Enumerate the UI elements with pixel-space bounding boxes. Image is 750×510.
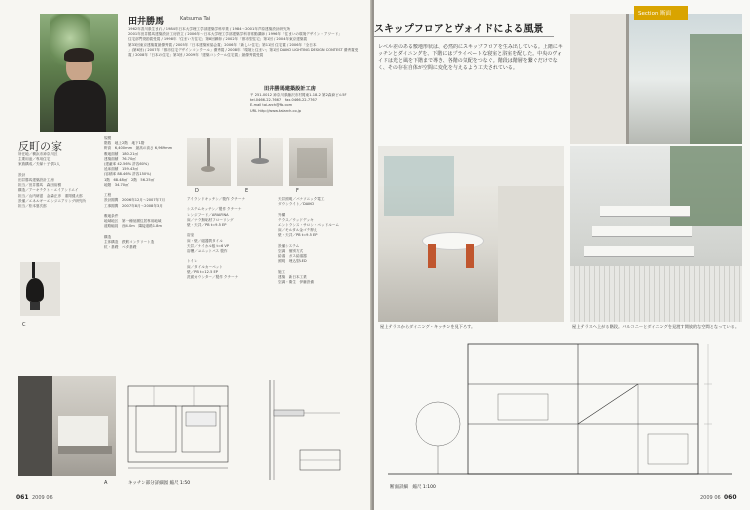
article-title: スキップフロアとヴォイドによる風景 (374, 24, 544, 35)
photo-fireplace (20, 262, 60, 316)
header-tag (634, 6, 688, 20)
section-label: 断面詳細 縮尺 1:100 (390, 485, 436, 490)
project-meta: 所在地／横浜市神奈川区 主要用途／専用住宅 家族構成／夫婦＋子供1人 設計 田井勝馬建築設計工房 担当／田井勝馬 森田裕樹 構造／アーキテクト・エイアンドエイ 担当／山内研滋 金森正彦 重岡健太郎 設備／エネルギーエンジニアリング研究所 担当／松本夏次郎 (18, 152, 86, 209)
caption-dining: 屋上テラスからダイニング・キッチンを見下ろす。 (380, 324, 476, 329)
spec-column-3: 天井照明／パナソニック電工 ダウンライト／DAIKO 外構 テラス／ウッドデッキ エントランス・サロン・ベッドルーム 床／モルタル金ゴテ押え 壁・天井／PB t=9.5 EP 設備システム 空調 個別方式 給湯 ガス給湯器 照明 埋込型LED 施工 建築 新日本工業 空調・衛生 伊藤設備 (278, 197, 339, 285)
caption-staircase: 屋上テラスへ上がる階段。バルコニーとダイニングを見渡す開放的な空間となっている。 (572, 324, 740, 329)
office-name: 田井勝馬建築設計工房 (264, 86, 316, 92)
wall-detail-drawing (240, 380, 350, 484)
architect-portrait (40, 14, 118, 132)
project-title: 反町の家 (18, 140, 62, 153)
photo-void-top (570, 14, 742, 144)
office-info: 〒 251-0012 神奈川県藤沢市村岡東1-18-2 第2森商ビル5F tel.0466-22-7667 fax.0466-22-7767 E-mail tai-arch@fb.com URL http://www.taiarch.co.jp (250, 93, 347, 113)
right-page-number: 060 (724, 494, 737, 501)
photo-d (187, 138, 231, 186)
left-page-issue: 2009 06 (32, 495, 53, 501)
photo-c-label: C (22, 322, 26, 328)
header-tag-label: Section 断面 (638, 11, 672, 17)
article-body: レベル差のある敷地形状は、必然的にスキップフロアを生み出している。上階にキッチンとダイニングを、下階にはプライベートな寝室と浴室を配した。中央のヴォイドは光と風を下階まで導き、各階の気配をつなぐ。階段は階層を繋ぐだけでなく、その存在自体が空間に変化を与えるよう工夫されている。 (378, 44, 563, 71)
right-page-issue: 2009 06 (700, 495, 721, 501)
spec-column-1: 規模 階数 地上2階 地下1階 軒高 6,400mm 最高の高さ 6,969mm 敷地面積 180.21㎡ 建築面積 76.70㎡ (建蔽率 42.56% 許容60%) 延床面積 159.43㎡ (容積率 88.46% 許容150%) 1階 68.48㎡ 2階 56.25㎡ 地階 34.70㎡ 工程 設計期間 2006年12月〜2007年7月 工事期間 2007年8月〜2008年3月 敷地条件 地域地区 第一種低層住居専用地域 道路幅員 西4.0m 隣接道路1.8m 構造 主体構造 鉄筋コンクリート造 杭・基礎 ベタ基礎 (104, 136, 173, 250)
left-page-number: 061 (16, 494, 29, 501)
kitchen-detail-label: キッチン部分詳細図 縮尺 1:50 (128, 481, 191, 486)
photo-f (289, 138, 333, 186)
right-page (374, 0, 750, 510)
photo-interior (18, 376, 116, 476)
architect-name-roman: Katsuma Tai (180, 16, 211, 22)
photo-staircase (570, 146, 742, 322)
spec-column-2: アイランドキッチン／製作 クチーナ システムキッチン／製作 クチーナ レンジフード／ARIAFINA 床／ナラ無垢材フローリング 壁・天井／PB t=9.5 EP 浴室 床・壁／磁器質タイル 天井／ケイカル板 t=6 VP 浴槽／ユニットバス 製作 トイレ 床／タイルカーペット 壁／PB t=12.5 EP 洗面カウンター／製作 クチーナ (187, 197, 246, 280)
architect-name: 田井勝馬 (128, 17, 165, 27)
photo-dining (378, 146, 564, 322)
title-rule (374, 36, 554, 37)
photo-e (237, 138, 283, 186)
photo-f-label: F (296, 188, 299, 194)
photo-e-label: E (245, 188, 249, 194)
section-drawing (378, 334, 742, 494)
kitchen-detail-drawing (124, 376, 234, 476)
architect-bio: 1962年香川県生まれ / 1984年日本大学理工学部建築学科卒業 / 1984〜2001年芦原建築設計研究所 2001年田井勝馬建築設計工房設立 / 2006年〜日本大学理工学部建築学科非常勤講師 / 1996年「住まいの環境デザイン・アワード」 住宅部門奨励賞受賞 / 1998年「住まい方住宅」第8回顕彰 / 2002年「都市型住宅」第1回 / 2004年東京建築賞 第33回東京建築賞最優秀賞 / 2005年「日本建築家協会賞」2006年「新しい住宅」第11回 住宅賞 / 2006年「全日本 」(第6回) / 2007年「都市住宅デザインコンクール」優秀賞 / 2008年「環境と住まい」第1回 DAIKO LIGHTING DESIGN CONTEST 優秀賞受賞 / 2008年「日本の住宅」第3回 / 2009年「建築コンクール住宅賞」最優秀賞受賞 (128, 27, 359, 58)
left-page (0, 0, 372, 510)
photo-d-label: D (195, 188, 199, 194)
photo-a-label: A (104, 480, 108, 486)
